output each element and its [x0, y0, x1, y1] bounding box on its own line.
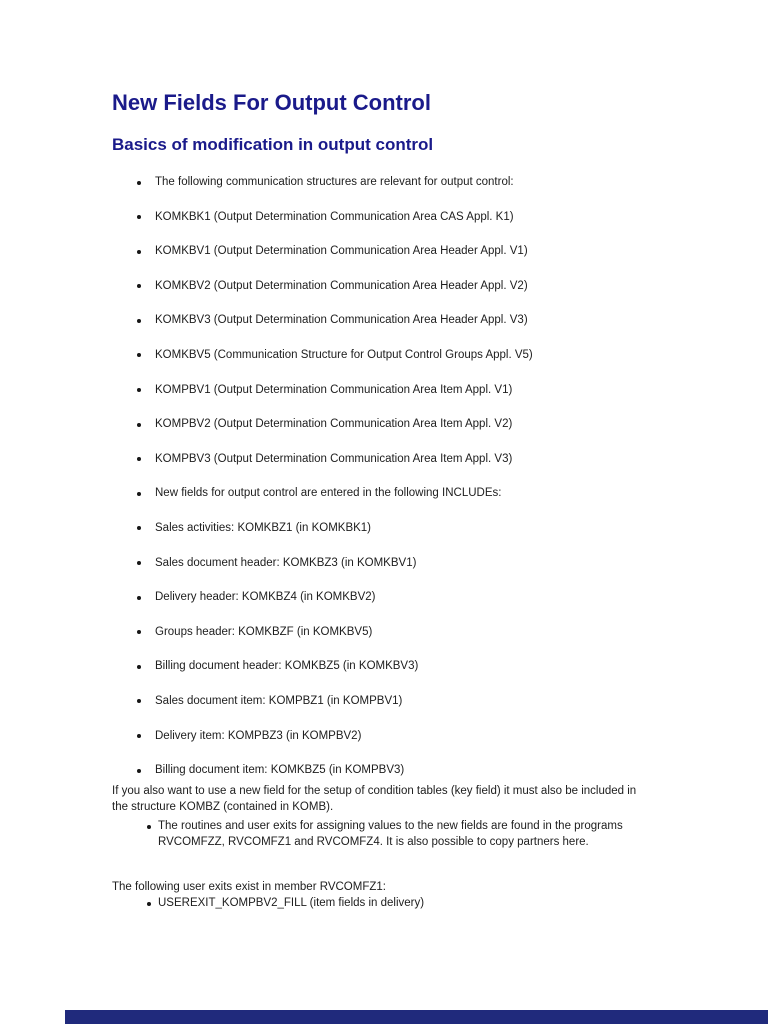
list-item [136, 418, 696, 431]
bullet-text: KOMKBV2 (Output Determination Communication Area Header Appl. V2) [155, 279, 528, 292]
sub-bullet-list-routines [146, 819, 646, 850]
bullet-text: New fields for output control are entered in the following INCLUDEs: [155, 487, 502, 500]
bullet-icon [137, 699, 141, 703]
bullet-text: KOMPBV1 (Output Determination Communication Area Item Appl. V1) [155, 383, 513, 396]
bullet-text: Billing document item: KOMKBZ5 (in KOMPBV3) [155, 764, 405, 777]
bullet-text: Sales activities: KOMKBZ1 (in KOMKBK1) [155, 521, 372, 534]
list-item [136, 557, 696, 570]
bullet-text: The following communication structures are relevant for output control: [155, 176, 514, 188]
list-item [136, 176, 696, 189]
bullet-list [136, 176, 696, 799]
list-item [136, 453, 696, 466]
bullet-text: KOMKBV1 (Output Determination Communication Area Header Appl. V1) [155, 245, 528, 258]
bullet-icon [137, 423, 141, 427]
list-item [136, 522, 696, 535]
bullet-icon [137, 734, 141, 738]
list-item [136, 730, 696, 743]
bullet-icon [137, 492, 141, 496]
bullet-text: Delivery item: KOMPBZ3 (in KOMPBV2) [155, 729, 362, 742]
list-item [136, 626, 696, 639]
list-item [136, 487, 696, 500]
bullet-icon [137, 526, 141, 530]
list-item [136, 349, 696, 362]
bullet-text: USEREXIT_KOMPBV2_FILL (item fields in delivery) [158, 897, 425, 909]
bullet-icon [137, 181, 141, 185]
bullet-icon [137, 284, 141, 288]
bullet-text: Groups header: KOMKBZF (in KOMKBV5) [155, 625, 373, 638]
section-heading: Basics of modification in output control [112, 135, 434, 154]
bullet-text: KOMKBV5 (Communication Structure for Output Control Groups Appl. V5) [155, 348, 533, 361]
footer-bar [65, 1010, 768, 1024]
list-item [136, 211, 696, 224]
bullet-icon [137, 388, 141, 392]
bullet-icon [137, 353, 141, 357]
list-item [136, 764, 696, 777]
bullet-icon [137, 561, 141, 565]
list-item [136, 591, 696, 604]
list-item [136, 660, 696, 673]
list-item [136, 280, 696, 293]
sub-bullet-list-userexit [146, 896, 706, 912]
bullet-icon [137, 665, 141, 669]
bullet-text: KOMPBV2 (Output Determination Communication Area Item Appl. V2) [155, 418, 513, 431]
bullet-icon [147, 825, 151, 829]
list-item [146, 819, 646, 850]
page-title: New Fields For Output Control [112, 90, 431, 115]
bullet-icon [137, 596, 141, 600]
bullet-icon [137, 769, 141, 773]
list-item [136, 695, 696, 708]
bullet-icon [137, 457, 141, 461]
bullet-icon [147, 902, 151, 906]
bullet-icon [137, 250, 141, 254]
bullet-text: KOMKBK1 (Output Determination Communication Area CAS Appl. K1) [155, 210, 514, 223]
bullet-text: KOMKBV3 (Output Determination Communication Area Header Appl. V3) [155, 314, 528, 327]
bullet-text: KOMPBV3 (Output Determination Communication Area Item Appl. V3) [155, 452, 513, 465]
list-item [136, 314, 696, 327]
bullet-icon [137, 630, 141, 634]
list-item [136, 245, 696, 258]
bullet-icon [137, 319, 141, 323]
paragraph-user-exits: The following user exits exist in member RVCOMFZ1: [112, 881, 386, 893]
bullet-text: Sales document header: KOMKBZ3 (in KOMKBV1) [155, 556, 417, 569]
bullet-text: Sales document item: KOMPBZ1 (in KOMPBV1) [155, 694, 403, 707]
bullet-text: Delivery header: KOMKBZ4 (in KOMKBV2) [155, 591, 376, 604]
list-item [146, 896, 706, 912]
list-item [136, 384, 696, 397]
paragraph-condition-tables: If you also want to use a new field for the setup of condition tables (key field) it must also be included in the structure KOMBZ (contained in KOMB). [112, 785, 637, 813]
bullet-icon [137, 215, 141, 219]
bullet-text: Billing document header: KOMKBZ5 (in KOMKBV3) [155, 660, 419, 673]
bullet-text: The routines and user exits for assigning values to the new fields are found in the programs RVCOMFZZ, RVCOMFZ1 and RVCOMFZ4. It is also possible to copy partners here. [158, 820, 623, 848]
